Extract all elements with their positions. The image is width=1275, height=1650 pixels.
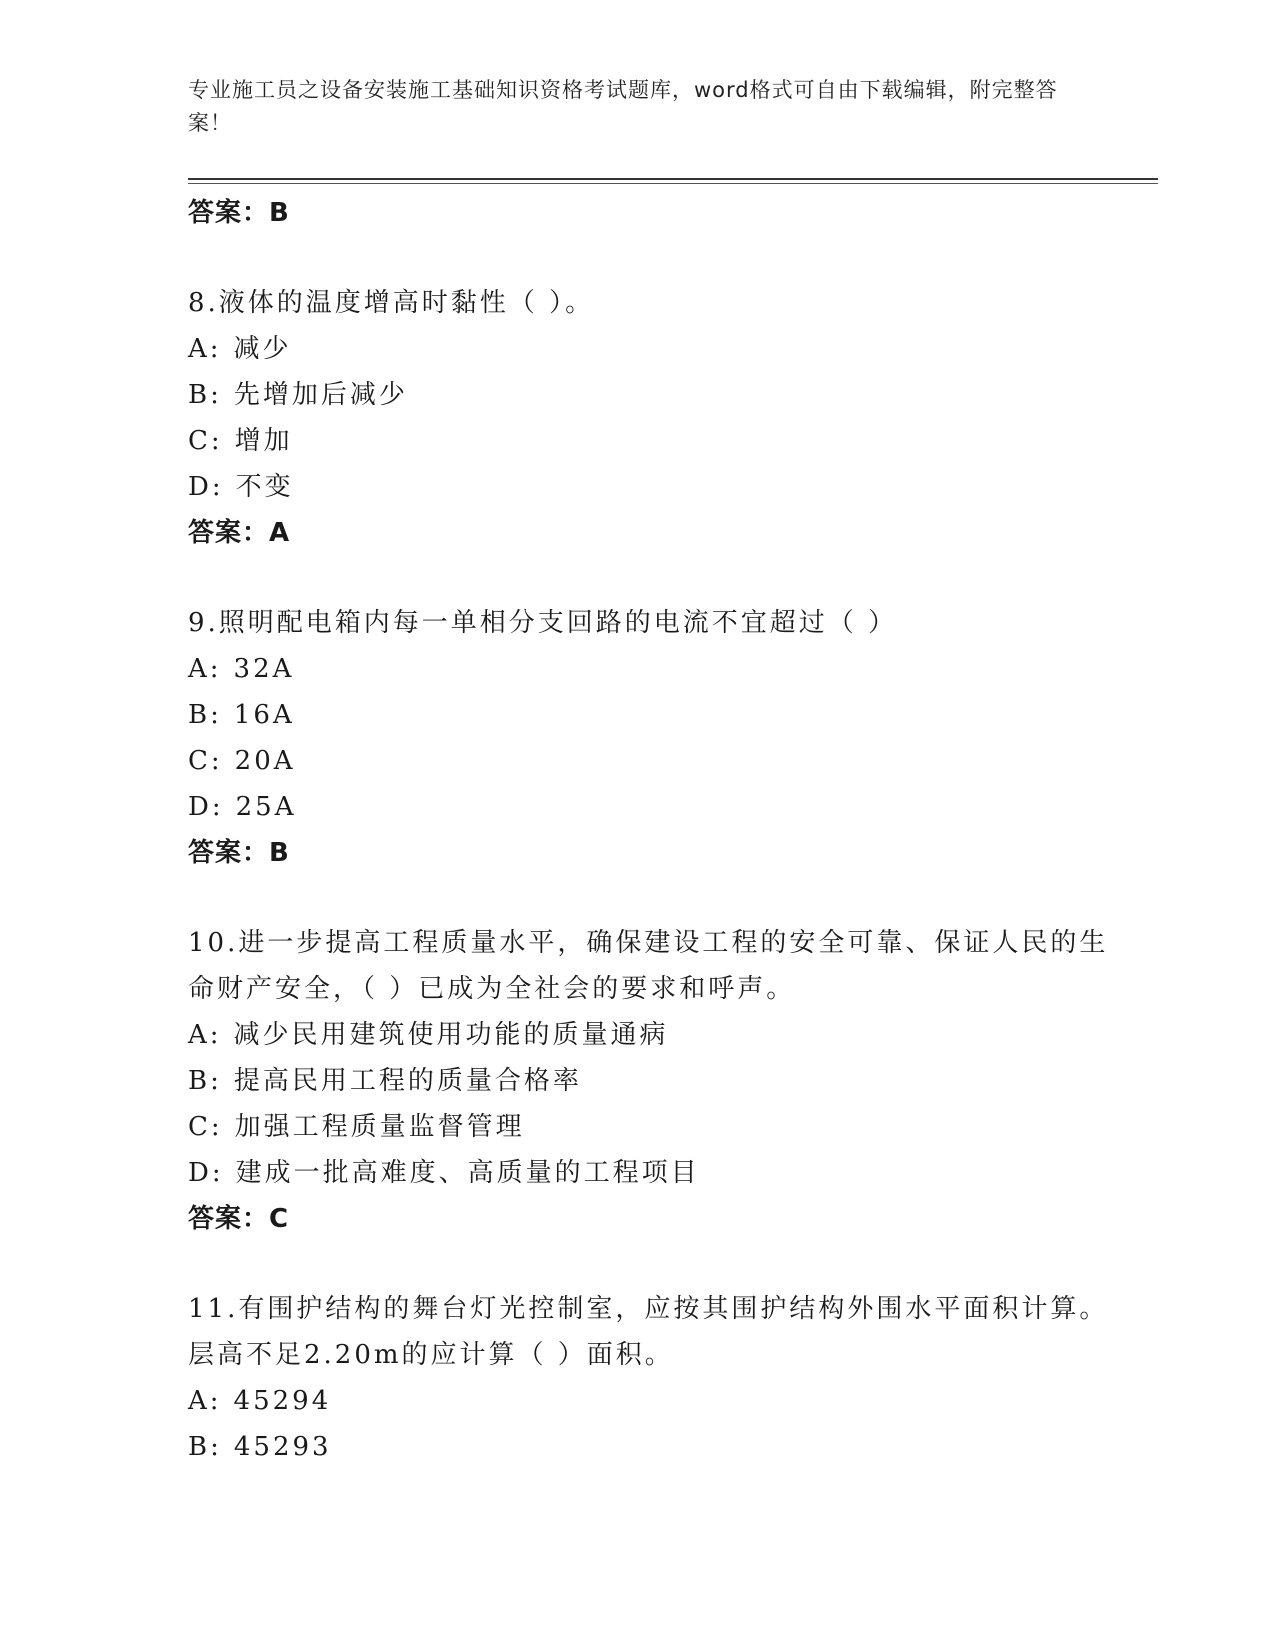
option-text: 32A — [233, 654, 295, 684]
option-letter: B: — [188, 1432, 222, 1462]
question-stem: 8.液体的温度增高时黏性（ ）。 — [188, 288, 595, 318]
option-text: 减少 — [233, 334, 292, 364]
option-text: 先增加后减少 — [233, 380, 408, 410]
question-list — [188, 190, 1118, 1470]
header-divider — [188, 178, 1158, 180]
header-divider-thin — [188, 183, 1158, 184]
option-a — [188, 1378, 1118, 1424]
option-letter: D: — [188, 1158, 224, 1188]
question-stem: 11.有围护结构的舞台灯光控制室，应按其围护结构外围水平面积计算。层高不足2.20m的应计算（ ）面积。 — [188, 1294, 1109, 1370]
answer-label: 答案：C — [188, 1204, 290, 1234]
option-text: 45294 — [233, 1386, 332, 1416]
document-header: 专业施工员之设备安装施工基础知识资格考试题库，word格式可自由下载编辑，附完整答案！ — [188, 78, 1058, 135]
option-letter: B: — [188, 700, 222, 730]
option-a — [188, 1012, 1118, 1058]
option-b — [188, 1058, 1118, 1104]
option-text: 减少民用建筑使用功能的质量通病 — [233, 1020, 669, 1050]
option-text: 16A — [233, 700, 295, 730]
answer-label: 答案：B — [188, 838, 290, 868]
option-letter: D: — [188, 792, 224, 822]
spacer — [188, 556, 1118, 600]
question-stem: 10.进一步提高工程质量水平，确保建设工程的安全可靠、保证人民的生命财产安全，（ ）已成为全社会的要求和呼声。 — [188, 928, 1109, 1004]
option-letter: C: — [188, 426, 223, 456]
option-b — [188, 1424, 1118, 1470]
option-d — [188, 1150, 1118, 1196]
question-block — [188, 1286, 1118, 1470]
spacer — [188, 236, 1118, 280]
question-block — [188, 600, 1118, 876]
option-text: 25A — [235, 792, 297, 822]
option-letter: A: — [188, 334, 222, 364]
answer-label: 答案：A — [188, 518, 291, 548]
question-stem: 9.照明配电箱内每一单相分支回路的电流不宜超过（ ） — [188, 608, 898, 638]
option-text: 建成一批高难度、高质量的工程项目 — [235, 1158, 700, 1188]
option-letter: D: — [188, 472, 224, 502]
option-text: 提高民用工程的质量合格率 — [233, 1066, 582, 1096]
option-c — [188, 418, 1118, 464]
spacer — [188, 876, 1118, 920]
option-a — [188, 326, 1118, 372]
option-letter: B: — [188, 1066, 222, 1096]
option-text: 45293 — [233, 1432, 332, 1462]
option-a — [188, 646, 1118, 692]
answer-label: 答案：B — [188, 198, 290, 228]
option-d — [188, 784, 1118, 830]
option-letter: A: — [188, 1386, 222, 1416]
option-text: 不变 — [235, 472, 294, 502]
option-text: 加强工程质量监督管理 — [234, 1112, 525, 1142]
option-letter: A: — [188, 654, 222, 684]
option-c — [188, 738, 1118, 784]
spacer — [188, 1242, 1118, 1286]
question-block — [188, 920, 1118, 1242]
option-letter: B: — [188, 380, 222, 410]
option-d — [188, 464, 1118, 510]
option-b — [188, 372, 1118, 418]
option-letter: A: — [188, 1020, 222, 1050]
option-letter: C: — [188, 1112, 223, 1142]
question-block — [188, 280, 1118, 556]
option-text: 增加 — [234, 426, 293, 456]
option-letter: C: — [188, 746, 223, 776]
option-b — [188, 692, 1118, 738]
option-text: 20A — [234, 746, 296, 776]
option-c — [188, 1104, 1118, 1150]
